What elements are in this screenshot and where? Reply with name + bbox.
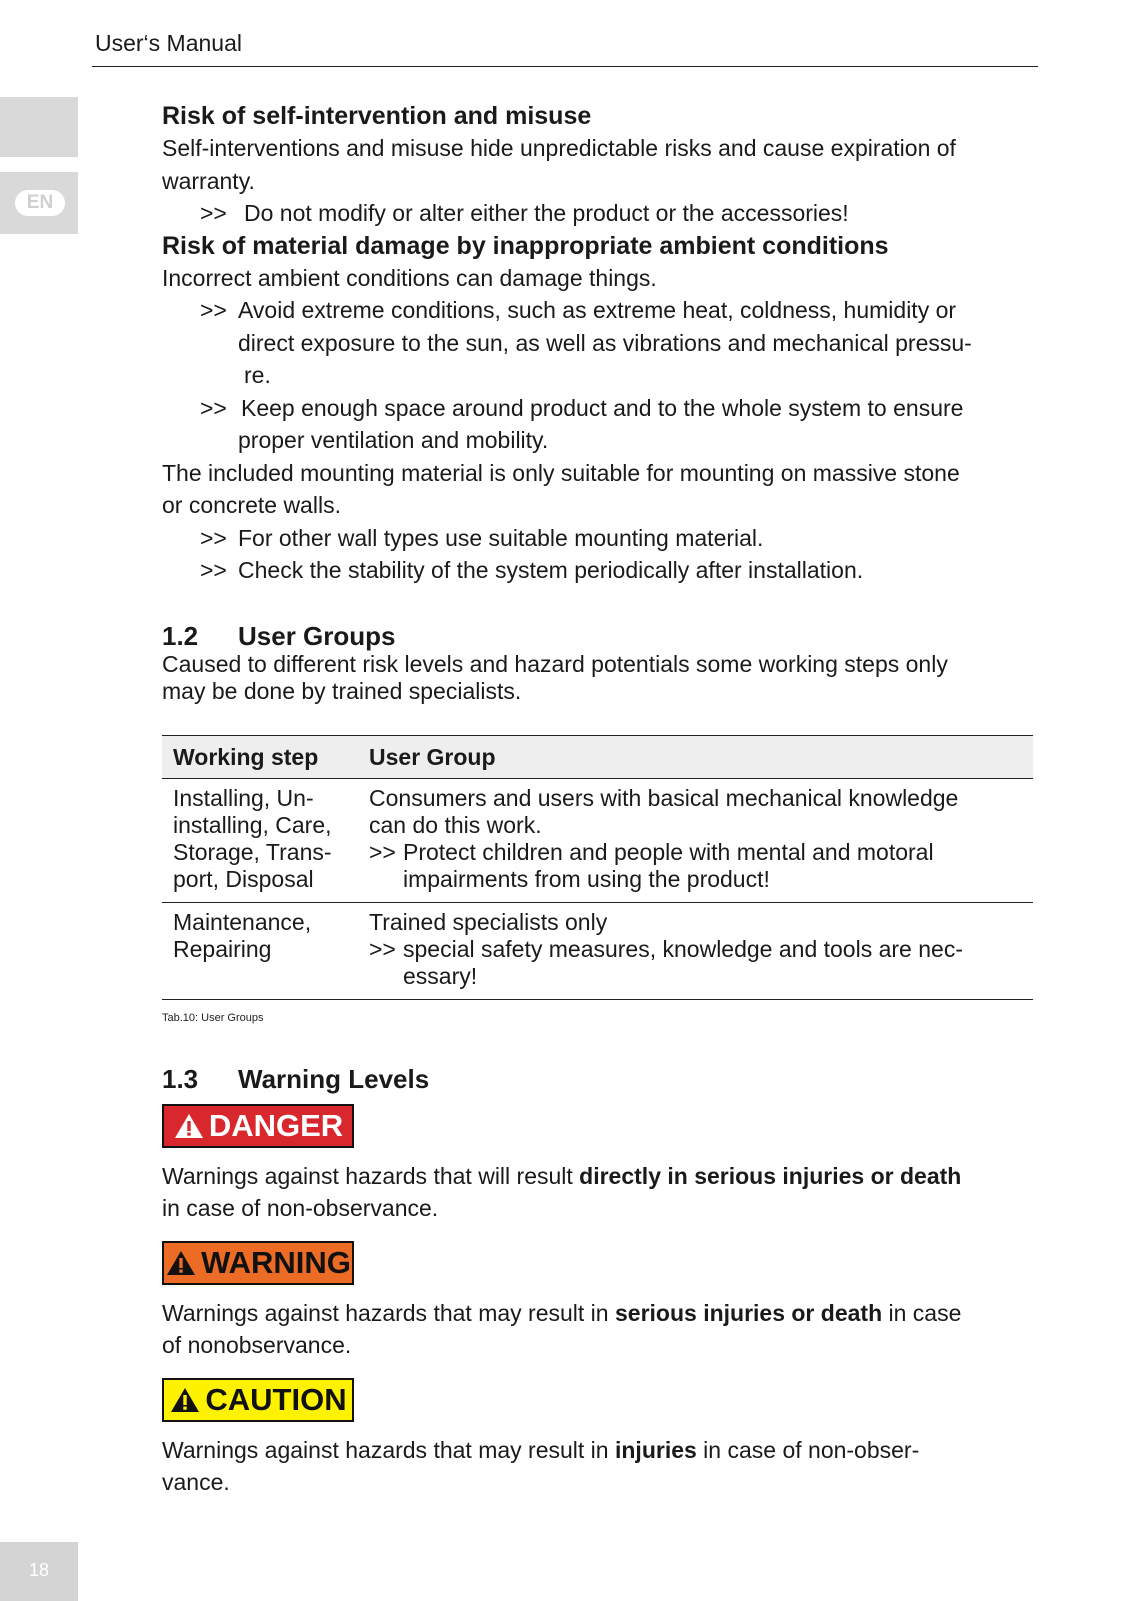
table-header-cell: Working step — [162, 735, 358, 778]
section-number: 1.2 — [162, 620, 199, 651]
section-number: 1.3 — [162, 1063, 199, 1094]
cell-line: port, Disposal — [173, 865, 314, 892]
text-run: Warnings against hazards that will result — [162, 1162, 580, 1189]
para-line: or concrete walls. — [162, 492, 341, 518]
cell-bullet — [369, 839, 1022, 893]
para-line: The included mounting material is only suitable for mounting on massive stone — [162, 459, 960, 486]
para-ambient: Incorrect ambient conditions can damage things. — [162, 264, 657, 291]
para-misuse — [162, 132, 1042, 197]
bullet-line: proper ventilation and mobility. — [238, 427, 549, 453]
bullet-text: Do not modify or alter either the product or the accessories! — [244, 200, 849, 226]
page-header-title: User‘s Manual — [95, 30, 242, 56]
danger-description — [162, 1160, 1042, 1225]
bullet-mark: >> — [200, 524, 227, 551]
para-line: Caused to different risk levels and hazard potentials some working steps only — [162, 650, 948, 677]
bullet-mark: >> — [369, 935, 396, 962]
para-line: may be done by trained specialists. — [162, 677, 522, 704]
cell-line: Maintenance, — [173, 908, 312, 935]
bullet-line: Keep enough space around product and to the whole system to ensure — [241, 394, 964, 421]
header-rule — [92, 66, 1038, 67]
page-number: 18 — [28, 1560, 50, 1580]
bullet-line: direct exposure to the sun, as well as vibrations and mechanical pressu- — [238, 329, 972, 356]
bullet-mark: >> — [200, 394, 227, 421]
table-row — [162, 778, 1033, 902]
cell-line: impairments from using the product! — [403, 865, 770, 892]
cell-line: Consumers and users with basical mechanical knowledge — [369, 784, 959, 811]
warning-triangle-icon — [173, 1112, 205, 1140]
language-badge: EN — [15, 190, 65, 216]
section-title: User Groups — [238, 620, 396, 651]
danger-label — [162, 1104, 354, 1148]
heading-warning-levels — [162, 1064, 1042, 1094]
text-run-bold: directly in serious injuries or death — [579, 1162, 962, 1189]
warning-description — [162, 1297, 1042, 1362]
cell-line: can do this work. — [369, 811, 542, 838]
bullet-mark: >> — [200, 200, 227, 226]
warning-label — [162, 1241, 354, 1285]
table-cell-step — [162, 902, 358, 999]
para-line: Self-interventions and misuse hide unpredictable risks and cause expiration of — [162, 135, 956, 161]
bullet-item — [162, 554, 1042, 587]
cell-bullet — [369, 936, 1022, 990]
cell-line: installing, Care, — [173, 811, 332, 838]
warning-triangle-icon — [169, 1386, 201, 1414]
text-run: in case — [882, 1299, 962, 1326]
cell-line: special safety measures, knowledge and tools are nec- — [403, 935, 963, 962]
table-caption: Tab.10: User Groups — [162, 1011, 264, 1024]
bullet-mark: >> — [369, 838, 396, 865]
user-groups-table — [162, 735, 1033, 1000]
bullet-line: Avoid extreme conditions, such as extreme heat, coldness, humidity or — [238, 297, 957, 323]
side-tab-language — [0, 172, 78, 234]
bullet-item — [162, 294, 1042, 392]
cell-line: essary! — [403, 962, 478, 989]
text-run-bold: injuries — [614, 1436, 697, 1463]
description-line — [162, 1297, 1042, 1330]
bullet-text: Check the stability of the system periodically after installation. — [238, 557, 864, 583]
table-cell-group — [358, 778, 1033, 902]
description-line: in case of non-observance. — [162, 1195, 439, 1221]
table-header-row — [162, 735, 1033, 778]
bullet-text: For other wall types use suitable mounting material. — [238, 524, 764, 551]
warning-label-text: WARNING — [201, 1244, 351, 1280]
bullet-item — [162, 392, 1042, 457]
para-user-groups — [162, 651, 1042, 705]
text-run: in case of non-obser- — [696, 1436, 920, 1463]
side-tab-page — [0, 1542, 78, 1601]
cell-line: Trained specialists only — [369, 908, 608, 935]
caution-description — [162, 1434, 1042, 1499]
table-cell-step — [162, 778, 358, 902]
cell-line: Storage, Trans- — [173, 838, 332, 865]
description-line — [162, 1160, 1042, 1193]
heading-ambient: Risk of material damage by inappropriate ambient conditions — [162, 231, 889, 260]
caution-label-text: CAUTION — [205, 1381, 347, 1417]
table-row — [162, 902, 1033, 999]
warning-triangle-icon — [165, 1249, 197, 1277]
text-run: Warnings against hazards that may result in — [162, 1299, 615, 1326]
side-tab-blank — [0, 97, 78, 157]
cell-line: Repairing — [173, 935, 272, 962]
section-title: Warning Levels — [238, 1063, 430, 1094]
description-line: of nonobservance. — [162, 1332, 352, 1358]
description-line — [162, 1434, 1042, 1467]
bullet-line: re. — [244, 362, 271, 388]
heading-misuse: Risk of self-intervention and misuse — [162, 102, 592, 130]
para-mounting — [162, 457, 1042, 522]
text-run: Warnings against hazards that may result in — [162, 1436, 615, 1463]
main-content — [162, 100, 1042, 1509]
table-header-cell: User Group — [358, 735, 1033, 778]
cell-line: Protect children and people with mental and motoral — [403, 838, 934, 865]
para-line: warranty. — [162, 167, 255, 194]
text-run-bold: serious injuries or death — [614, 1299, 883, 1326]
table-cell-group — [358, 902, 1033, 999]
bullet-item — [162, 522, 1042, 555]
cell-line: Installing, Un- — [173, 784, 314, 811]
description-line: vance. — [162, 1469, 230, 1495]
bullet-item — [162, 197, 1042, 230]
caution-label — [162, 1378, 354, 1422]
heading-user-groups — [162, 621, 1042, 651]
bullet-mark: >> — [200, 297, 227, 323]
danger-label-text: DANGER — [208, 1107, 344, 1143]
bullet-mark: >> — [200, 557, 227, 583]
